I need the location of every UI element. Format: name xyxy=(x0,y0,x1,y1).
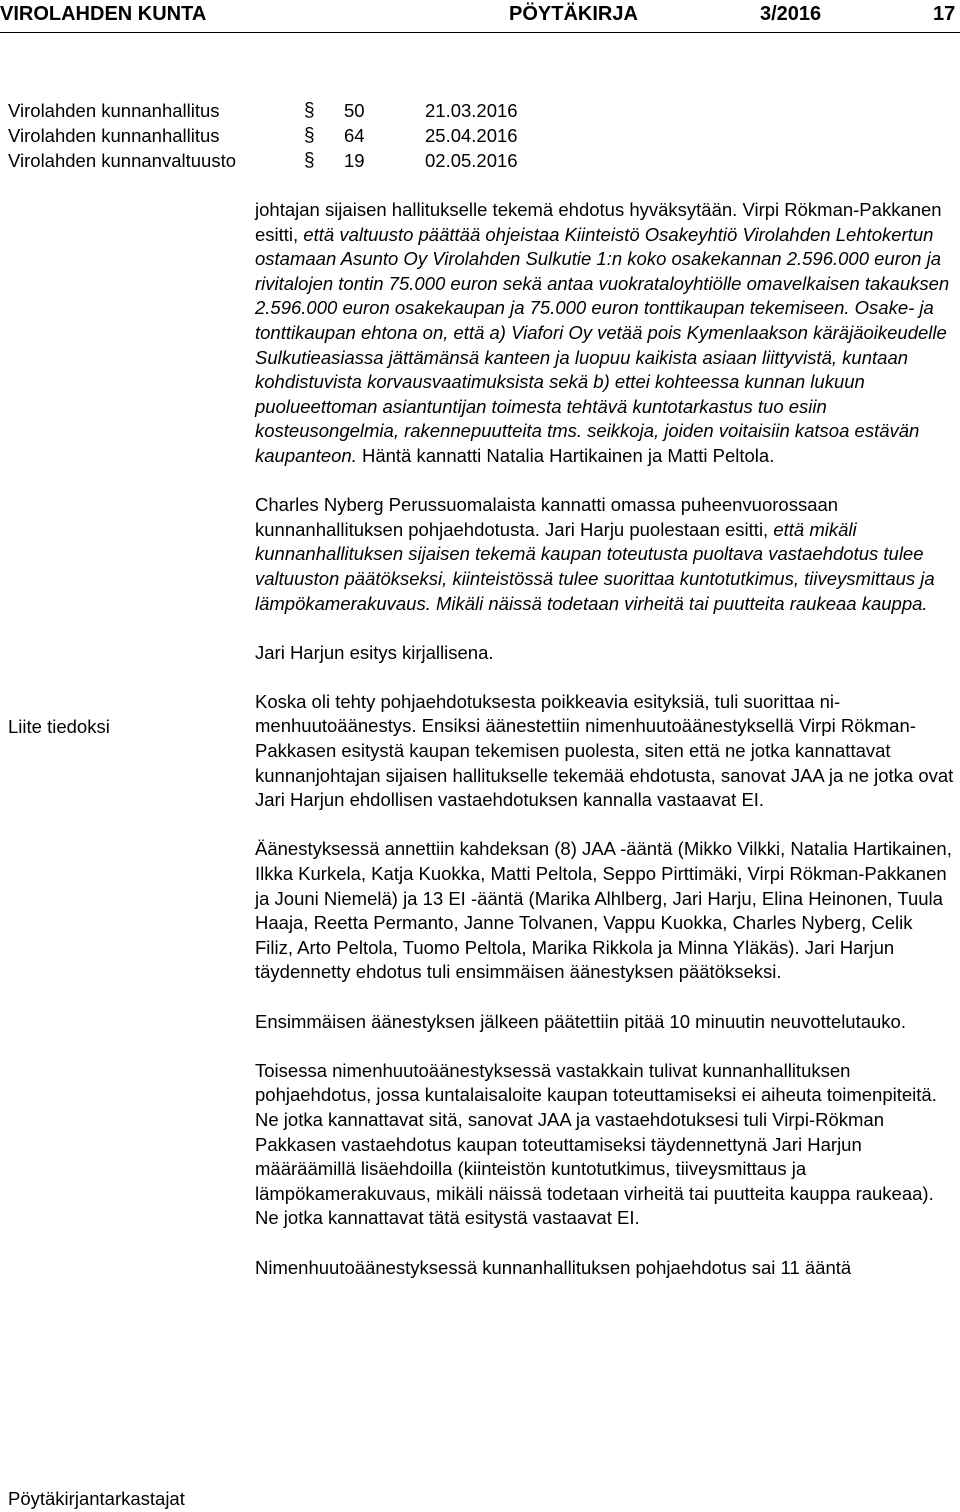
paragraph: Äänestyksessä annettiin kahdeksan (8) JAA -ääntä (Mikko Vilkki, Natalia Hartikainen, Ilkka Kurkela, Katja Kuokka, Matti Peltola, Seppo Pirttimäki, Virpi Rökman-Pakkanen ja Jouni Niemelä) ja 13 EI -ääntä (Marika Alhlberg, Jari Harju, Elina Heinonen, Tuula Haaja, Reetta Permanto, Janne Tolvanen, Vappu Kuokka, Charles Nyberg, Celik Filiz, Arto Peltola, Tuomo Peltola, Marika Rikkola ja Minna Yläkäs). Jari Harjun täydennetty ehdotus tuli ensimmäisen äänestyksen päätökseksi. xyxy=(255,838,952,983)
text-run: Charles Nyberg Perussuomalaista kannatti omassa puheenvuorossaan kunnanhallituksen pohjaehdotusta. Jari Harju puolestaan esitti, xyxy=(255,494,839,540)
meeting-body: Virolahden kunnanhallitus xyxy=(8,125,220,146)
document-number: 3/2016 xyxy=(760,3,822,25)
meeting-date: 21.03.2016 xyxy=(425,100,518,121)
meeting-row xyxy=(8,123,708,148)
footer-label: Pöytäkirjantarkastajat xyxy=(8,1488,185,1509)
section-mark: § xyxy=(304,125,315,146)
meeting-date: 25.04.2016 xyxy=(425,125,518,146)
document-type: PÖYTÄKIRJA xyxy=(509,3,638,25)
text-run: Häntä kannatti Natalia Hartikainen ja Matti Peltola. xyxy=(356,444,775,466)
paragraph xyxy=(255,198,955,469)
minutes-body xyxy=(255,198,955,1305)
paragraph: Jari Harjun esitys kirjallisena. xyxy=(255,641,494,663)
paragraph: Toisessa nimenhuutoäänestyksessä vastakkain tulivat kunnanhallituksen pohjaehdotus, jossa kuntalaisaloite kaupan toteuttamiseksi ei aiheuta toimenpiteitä. Ne jotka kannattavat sitä, sanovat JAA ja vastaehdotuksesi tuli Virpi-Rökman Pakkasen vastaehdotus kaupan toteuttamiseksi täydennettynä Jari Harjun määräämillä lisäehdoilla (kiinteistön kuntotutkimus, tiiveysmittaus ja lämpökamerakuvaus, mikäli näissä todetaan virheitä tai puutteita kauppa raukeaa). Ne jotka kannattavat tätä esitystä vastaavat EI. xyxy=(255,1059,937,1229)
organization-name: VIROLAHDEN KUNTA xyxy=(0,3,207,25)
meeting-section: 50 xyxy=(344,100,365,121)
text-run: johtajan sijaisen hallitukselle tekemä ehdotus hyväksytään. Virpi Rökman-Pakkanen esitti, xyxy=(255,199,942,245)
meeting-date: 02.05.2016 xyxy=(425,150,518,171)
paragraph: Nimenhuutoäänestyksessä kunnanhallituksen pohjaehdotus sai 11 ääntä xyxy=(255,1256,852,1278)
page-number: 17 xyxy=(933,3,956,25)
section-mark: § xyxy=(304,100,315,121)
page-header xyxy=(0,0,960,30)
proposal-text: Osake- ja tonttikaupan ehtona on, että a) Viafori Oy vetää pois Kymenlaakson käräjäoikeudelle Sulkutieasiassa jättämänsä kanteen ja luopuu kaikista asiaan liittyvistä, kuntaan kohdistuvista korvausvaatimuksista sekä b) ettei kohteessa kunnan lukuun puolueettoman asiantuntijan toimesta tehtävä kuntotarkastus tuo esiin kosteusongelmia, rakennepuutteita tms. seikkoja, joiden voitaisiin katsoa estävän kaupanteon. xyxy=(255,297,947,466)
attachment-label: Liite tiedoksi xyxy=(8,716,110,737)
paragraph xyxy=(255,493,955,616)
meeting-list xyxy=(8,98,708,173)
section-mark: § xyxy=(304,150,315,171)
meeting-section: 19 xyxy=(344,150,365,171)
proposal-text: että valtuusto päättää ohjeistaa Kiinteistö Osakeyhtiö Virolahden Lehtokertun ostamaan Asunto Oy Virolahden Sulkutie 1:n koko osakekannan 2.596.000 euron ja rivitalojen tontin 75.000 euron sekä antaa vuokrataloyhtiölle omavelkaisen takauksen 2.596.000 euron osakekaupan ja 75.000 euron tonttikaupan tekemiseen. xyxy=(255,223,950,319)
proposal-text: että mikäli kunnanhallituksen sijaisen tekemä kaupan toteutusta puoltava vastaehdotus tulee valtuuston päätökseksi, kiinteistössä tulee suorittaa kuntotutkimus, tiiveysmittaus ja lämpökamerakuvaus. Mikäli näissä todetaan virheitä tai puutteita raukeaa kauppa. xyxy=(255,518,935,614)
meeting-body: Virolahden kunnanhallitus xyxy=(8,100,220,121)
meeting-body: Virolahden kunnanvaltuusto xyxy=(8,150,236,171)
paragraph: Koska oli tehty pohjaehdotuksesta poikkeavia esityksiä, tuli suorittaa nimenhuutoäänestys. Ensiksi äänestettiin nimenhuutoäänestyksellä Virpi Rökman-Pakkasen esitystä kaupan tekemisen puolesta, siten että ne jotka kannattavat kunnanjohtajan sijaisen hallitukselle tekemää ehdotusta, sanovat JAA ja ne jotka ovat Jari Harjun ehdollisen vastaehdotuksen kannalla vastaavat EI. xyxy=(255,690,954,811)
meeting-row xyxy=(8,148,708,173)
header-rule xyxy=(0,32,960,33)
meeting-section: 64 xyxy=(344,125,365,146)
meeting-row xyxy=(8,98,708,123)
paragraph: Ensimmäisen äänestyksen jälkeen päätettiin pitää 10 minuutin neuvottelutauko. xyxy=(255,1010,906,1032)
